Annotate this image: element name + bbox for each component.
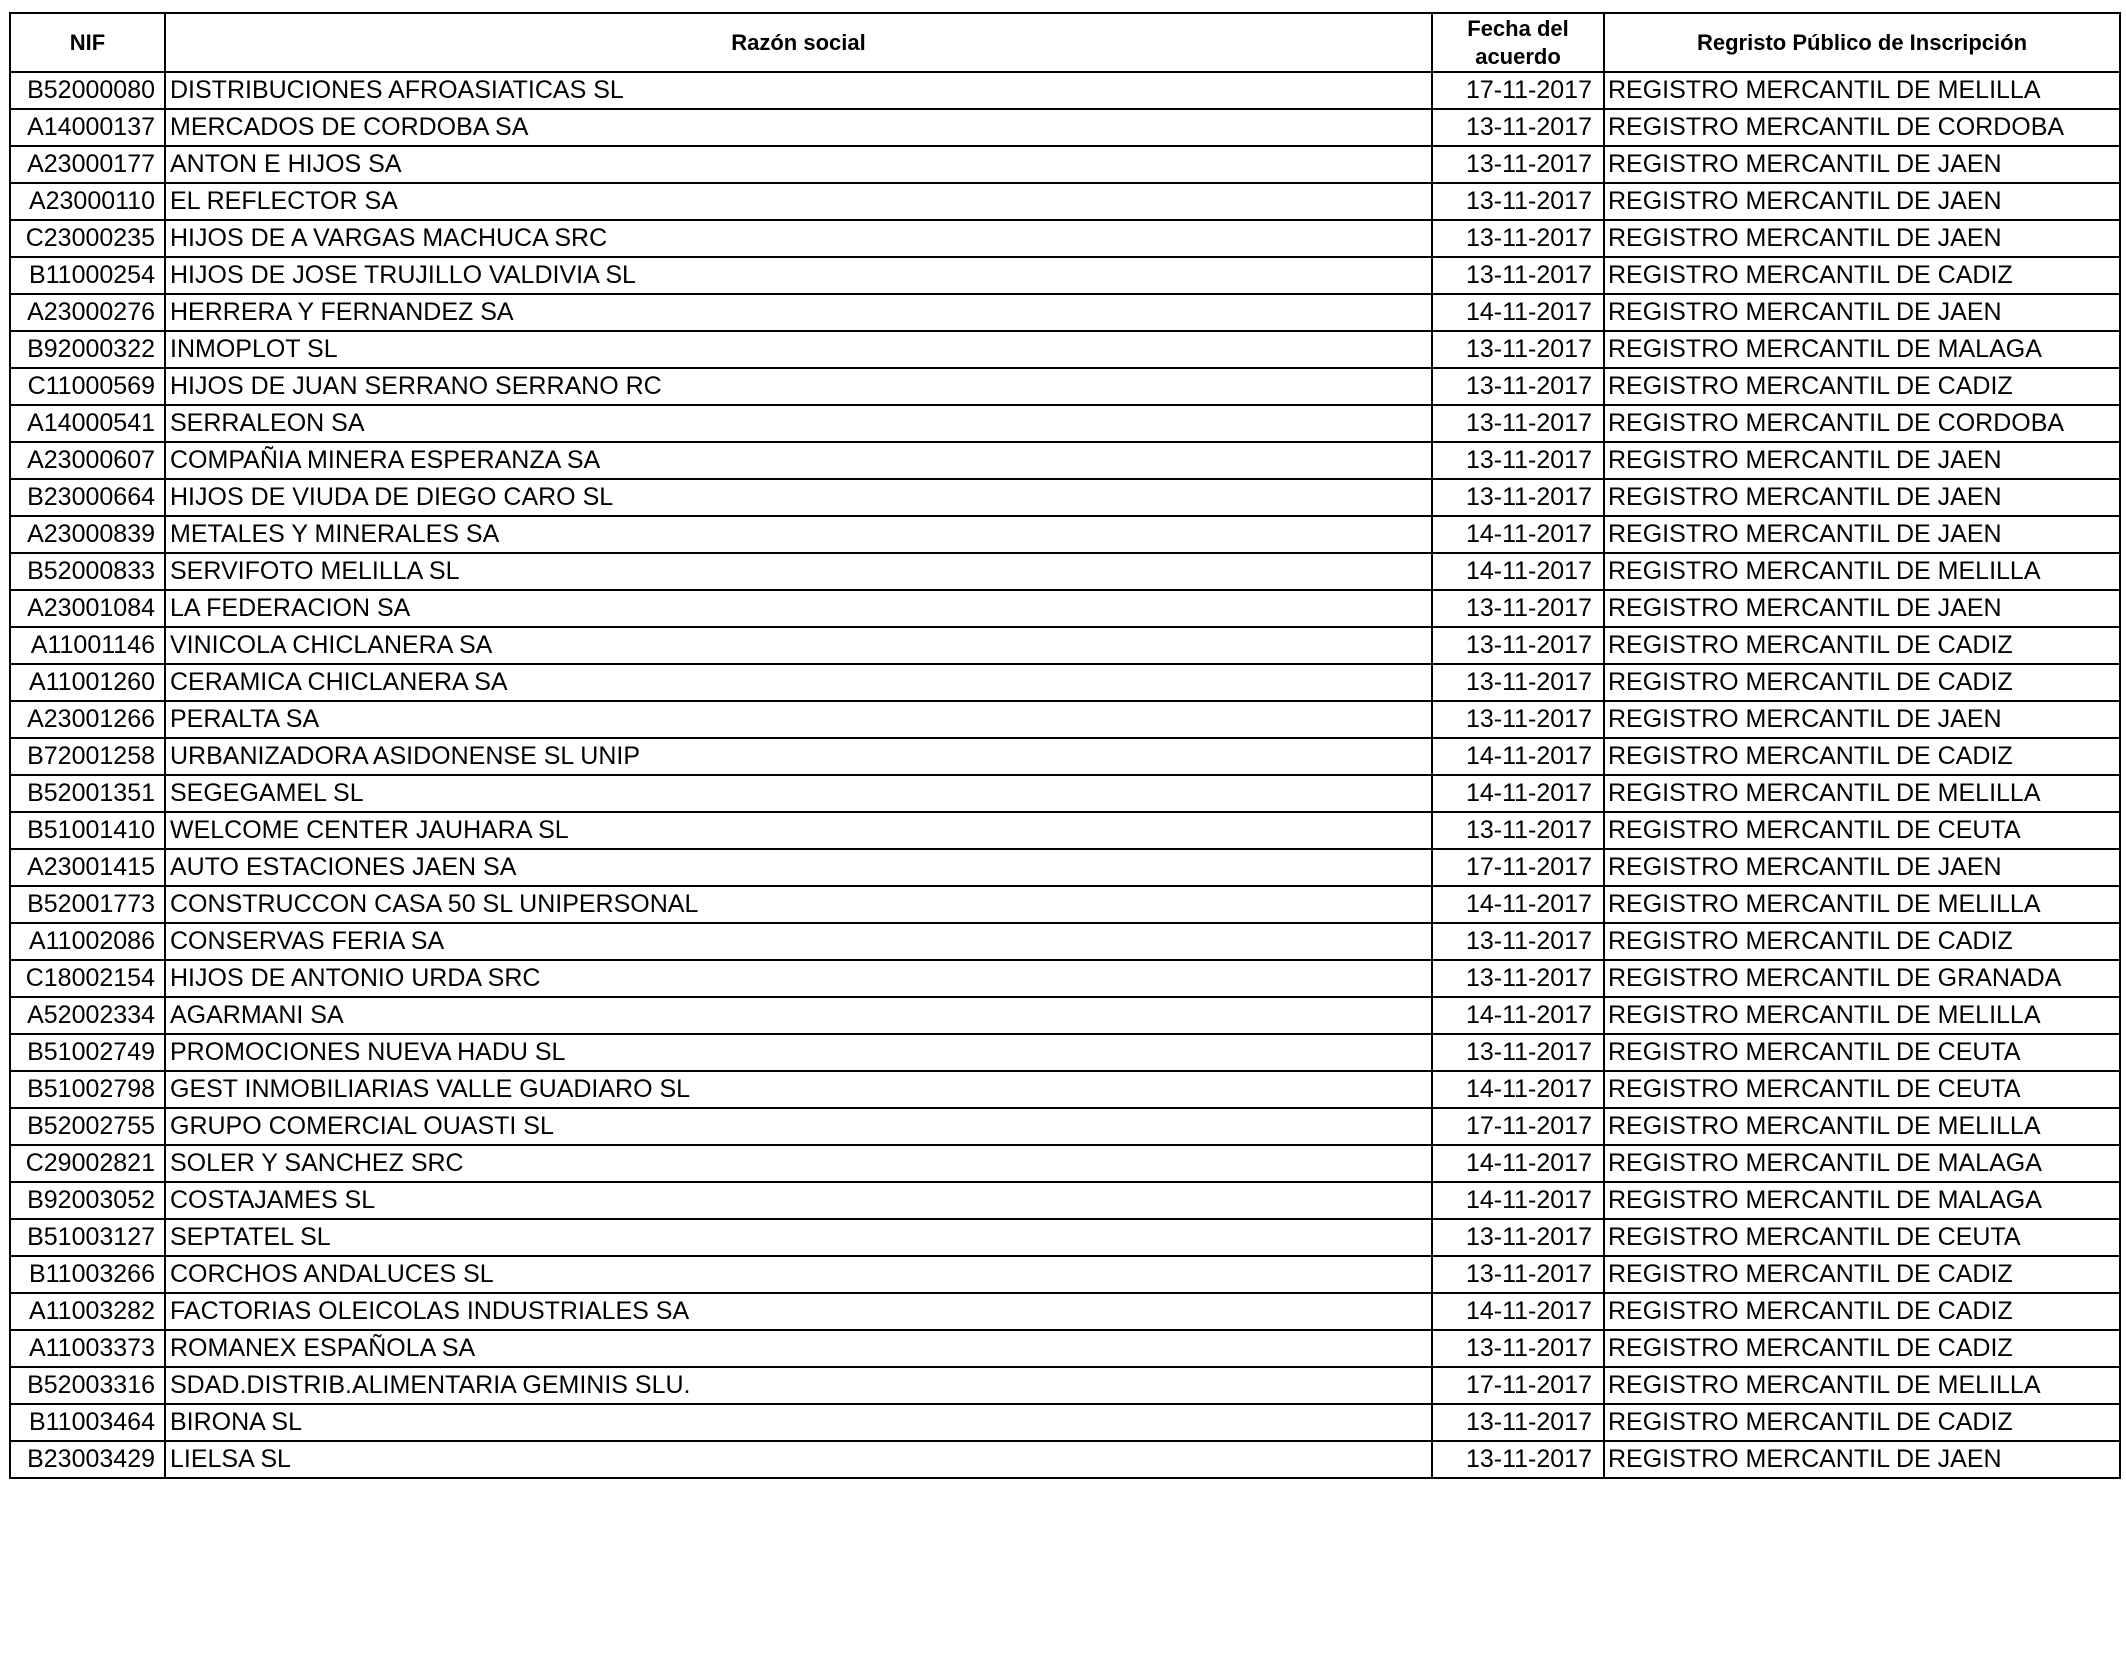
cell-fecha-acuerdo: 14-11-2017 xyxy=(1432,294,1604,331)
cell-registro: REGISTRO MERCANTIL DE JAEN xyxy=(1604,479,2120,516)
cell-registro: REGISTRO MERCANTIL DE CADIZ xyxy=(1604,923,2120,960)
table-row xyxy=(10,368,2120,405)
cell-razon-social: SOLER Y SANCHEZ SRC xyxy=(165,1145,1432,1182)
cell-registro: REGISTRO MERCANTIL DE CADIZ xyxy=(1604,664,2120,701)
cell-registro: REGISTRO MERCANTIL DE GRANADA xyxy=(1604,960,2120,997)
cell-nif: B51002798 xyxy=(10,1071,165,1108)
table-row xyxy=(10,405,2120,442)
cell-registro: REGISTRO MERCANTIL DE JAEN xyxy=(1604,516,2120,553)
table-row xyxy=(10,775,2120,812)
cell-registro: REGISTRO MERCANTIL DE MELILLA xyxy=(1604,72,2120,109)
cell-nif: A23001084 xyxy=(10,590,165,627)
cell-registro: REGISTRO MERCANTIL DE CADIZ xyxy=(1604,1404,2120,1441)
cell-fecha-acuerdo: 13-11-2017 xyxy=(1432,664,1604,701)
cell-registro: REGISTRO MERCANTIL DE MELILLA xyxy=(1604,886,2120,923)
table-row xyxy=(10,1108,2120,1145)
cell-razon-social: CONSERVAS FERIA SA xyxy=(165,923,1432,960)
cell-registro: REGISTRO MERCANTIL DE CORDOBA xyxy=(1604,405,2120,442)
cell-razon-social: HERRERA Y FERNANDEZ SA xyxy=(165,294,1432,331)
cell-razon-social: SEPTATEL SL xyxy=(165,1219,1432,1256)
cell-nif: C11000569 xyxy=(10,368,165,405)
cell-registro: REGISTRO MERCANTIL DE CADIZ xyxy=(1604,1293,2120,1330)
cell-nif: B72001258 xyxy=(10,738,165,775)
cell-fecha-acuerdo: 13-11-2017 xyxy=(1432,1404,1604,1441)
cell-registro: REGISTRO MERCANTIL DE CEUTA xyxy=(1604,1071,2120,1108)
cell-fecha-acuerdo: 13-11-2017 xyxy=(1432,405,1604,442)
cell-razon-social: HIJOS DE VIUDA DE DIEGO CARO SL xyxy=(165,479,1432,516)
cell-fecha-acuerdo: 13-11-2017 xyxy=(1432,220,1604,257)
cell-razon-social: BIRONA SL xyxy=(165,1404,1432,1441)
table-row xyxy=(10,1293,2120,1330)
cell-registro: REGISTRO MERCANTIL DE MALAGA xyxy=(1604,1145,2120,1182)
header-registro: Regristo Público de Inscripción xyxy=(1604,13,2120,72)
cell-fecha-acuerdo: 17-11-2017 xyxy=(1432,1367,1604,1404)
cell-razon-social: URBANIZADORA ASIDONENSE SL UNIP xyxy=(165,738,1432,775)
table-row xyxy=(10,664,2120,701)
table-row xyxy=(10,1404,2120,1441)
cell-nif: B52000833 xyxy=(10,553,165,590)
table-row xyxy=(10,109,2120,146)
cell-nif: A11002086 xyxy=(10,923,165,960)
cell-nif: B23003429 xyxy=(10,1441,165,1478)
cell-razon-social: ANTON E HIJOS SA xyxy=(165,146,1432,183)
cell-razon-social: INMOPLOT SL xyxy=(165,331,1432,368)
cell-fecha-acuerdo: 13-11-2017 xyxy=(1432,368,1604,405)
cell-razon-social: PROMOCIONES NUEVA HADU SL xyxy=(165,1034,1432,1071)
cell-nif: A23001266 xyxy=(10,701,165,738)
cell-razon-social: CONSTRUCCON CASA 50 SL UNIPERSONAL xyxy=(165,886,1432,923)
cell-nif: A23000839 xyxy=(10,516,165,553)
table-row xyxy=(10,516,2120,553)
cell-fecha-acuerdo: 13-11-2017 xyxy=(1432,109,1604,146)
cell-registro: REGISTRO MERCANTIL DE CADIZ xyxy=(1604,368,2120,405)
cell-registro: REGISTRO MERCANTIL DE MELILLA xyxy=(1604,997,2120,1034)
cell-nif: B52002755 xyxy=(10,1108,165,1145)
header-row xyxy=(10,13,2120,72)
cell-razon-social: ROMANEX ESPAÑOLA SA xyxy=(165,1330,1432,1367)
table-row xyxy=(10,1182,2120,1219)
cell-registro: REGISTRO MERCANTIL DE CEUTA xyxy=(1604,1034,2120,1071)
cell-nif: A11001146 xyxy=(10,627,165,664)
cell-razon-social: METALES Y MINERALES SA xyxy=(165,516,1432,553)
cell-razon-social: CORCHOS ANDALUCES SL xyxy=(165,1256,1432,1293)
cell-fecha-acuerdo: 13-11-2017 xyxy=(1432,479,1604,516)
cell-fecha-acuerdo: 14-11-2017 xyxy=(1432,1145,1604,1182)
header-razon-social: Razón social xyxy=(165,13,1432,72)
cell-nif: A23000276 xyxy=(10,294,165,331)
cell-fecha-acuerdo: 13-11-2017 xyxy=(1432,1256,1604,1293)
cell-nif: C29002821 xyxy=(10,1145,165,1182)
cell-nif: A14000137 xyxy=(10,109,165,146)
cell-fecha-acuerdo: 14-11-2017 xyxy=(1432,1182,1604,1219)
cell-registro: REGISTRO MERCANTIL DE JAEN xyxy=(1604,701,2120,738)
cell-fecha-acuerdo: 13-11-2017 xyxy=(1432,183,1604,220)
cell-nif: A11001260 xyxy=(10,664,165,701)
table-row xyxy=(10,1367,2120,1404)
cell-razon-social: AGARMANI SA xyxy=(165,997,1432,1034)
cell-nif: A52002334 xyxy=(10,997,165,1034)
cell-registro: REGISTRO MERCANTIL DE MALAGA xyxy=(1604,1182,2120,1219)
cell-fecha-acuerdo: 13-11-2017 xyxy=(1432,923,1604,960)
table-row xyxy=(10,886,2120,923)
cell-fecha-acuerdo: 17-11-2017 xyxy=(1432,849,1604,886)
cell-razon-social: AUTO ESTACIONES JAEN SA xyxy=(165,849,1432,886)
cell-registro: REGISTRO MERCANTIL DE CADIZ xyxy=(1604,1256,2120,1293)
cell-registro: REGISTRO MERCANTIL DE CADIZ xyxy=(1604,257,2120,294)
cell-registro: REGISTRO MERCANTIL DE JAEN xyxy=(1604,1441,2120,1478)
cell-registro: REGISTRO MERCANTIL DE JAEN xyxy=(1604,220,2120,257)
cell-nif: B92003052 xyxy=(10,1182,165,1219)
cell-fecha-acuerdo: 17-11-2017 xyxy=(1432,1108,1604,1145)
cell-fecha-acuerdo: 13-11-2017 xyxy=(1432,812,1604,849)
cell-fecha-acuerdo: 13-11-2017 xyxy=(1432,257,1604,294)
cell-nif: A23000110 xyxy=(10,183,165,220)
table-row xyxy=(10,331,2120,368)
header-fecha-acuerdo: Fecha del acuerdo xyxy=(1432,13,1604,72)
cell-razon-social: GRUPO COMERCIAL OUASTI SL xyxy=(165,1108,1432,1145)
cell-fecha-acuerdo: 13-11-2017 xyxy=(1432,1330,1604,1367)
table-row xyxy=(10,220,2120,257)
cell-fecha-acuerdo: 13-11-2017 xyxy=(1432,1441,1604,1478)
table-row xyxy=(10,849,2120,886)
cell-fecha-acuerdo: 13-11-2017 xyxy=(1432,960,1604,997)
table-row xyxy=(10,923,2120,960)
cell-fecha-acuerdo: 14-11-2017 xyxy=(1432,1293,1604,1330)
cell-nif: B51001410 xyxy=(10,812,165,849)
cell-nif: B11003464 xyxy=(10,1404,165,1441)
cell-registro: REGISTRO MERCANTIL DE MELILLA xyxy=(1604,553,2120,590)
table-row xyxy=(10,701,2120,738)
table-row xyxy=(10,294,2120,331)
cell-registro: REGISTRO MERCANTIL DE JAEN xyxy=(1604,183,2120,220)
table-row xyxy=(10,590,2120,627)
table-header xyxy=(10,13,2120,72)
cell-razon-social: CERAMICA CHICLANERA SA xyxy=(165,664,1432,701)
cell-registro: REGISTRO MERCANTIL DE CADIZ xyxy=(1604,738,2120,775)
cell-fecha-acuerdo: 14-11-2017 xyxy=(1432,738,1604,775)
table-row xyxy=(10,553,2120,590)
cell-fecha-acuerdo: 13-11-2017 xyxy=(1432,701,1604,738)
table-row xyxy=(10,479,2120,516)
cell-razon-social: SEGEGAMEL SL xyxy=(165,775,1432,812)
cell-fecha-acuerdo: 14-11-2017 xyxy=(1432,997,1604,1034)
cell-registro: REGISTRO MERCANTIL DE JAEN xyxy=(1604,442,2120,479)
cell-fecha-acuerdo: 14-11-2017 xyxy=(1432,775,1604,812)
table-row xyxy=(10,997,2120,1034)
companies-table xyxy=(9,12,2121,1479)
cell-registro: REGISTRO MERCANTIL DE CADIZ xyxy=(1604,627,2120,664)
table-row xyxy=(10,1071,2120,1108)
cell-registro: REGISTRO MERCANTIL DE MELILLA xyxy=(1604,1108,2120,1145)
cell-razon-social: DISTRIBUCIONES AFROASIATICAS SL xyxy=(165,72,1432,109)
table-row xyxy=(10,257,2120,294)
cell-fecha-acuerdo: 13-11-2017 xyxy=(1432,331,1604,368)
cell-fecha-acuerdo: 17-11-2017 xyxy=(1432,72,1604,109)
cell-razon-social: VINICOLA CHICLANERA SA xyxy=(165,627,1432,664)
cell-razon-social: SDAD.DISTRIB.ALIMENTARIA GEMINIS SLU. xyxy=(165,1367,1432,1404)
cell-registro: REGISTRO MERCANTIL DE CEUTA xyxy=(1604,812,2120,849)
table-row xyxy=(10,738,2120,775)
cell-registro: REGISTRO MERCANTIL DE CEUTA xyxy=(1604,1219,2120,1256)
cell-nif: B52003316 xyxy=(10,1367,165,1404)
cell-registro: REGISTRO MERCANTIL DE JAEN xyxy=(1604,294,2120,331)
cell-nif: A11003373 xyxy=(10,1330,165,1367)
header-nif: NIF xyxy=(10,13,165,72)
cell-registro: REGISTRO MERCANTIL DE JAEN xyxy=(1604,849,2120,886)
table-row xyxy=(10,627,2120,664)
cell-nif: B11000254 xyxy=(10,257,165,294)
table-row xyxy=(10,1441,2120,1478)
cell-fecha-acuerdo: 14-11-2017 xyxy=(1432,516,1604,553)
cell-registro: REGISTRO MERCANTIL DE CADIZ xyxy=(1604,1330,2120,1367)
cell-registro: REGISTRO MERCANTIL DE JAEN xyxy=(1604,146,2120,183)
cell-razon-social: LIELSA SL xyxy=(165,1441,1432,1478)
cell-nif: A23000177 xyxy=(10,146,165,183)
cell-registro: REGISTRO MERCANTIL DE MALAGA xyxy=(1604,331,2120,368)
cell-nif: B51002749 xyxy=(10,1034,165,1071)
cell-razon-social: COMPAÑIA MINERA ESPERANZA SA xyxy=(165,442,1432,479)
table-body xyxy=(10,72,2120,1478)
cell-razon-social: HIJOS DE JUAN SERRANO SERRANO RC xyxy=(165,368,1432,405)
table-row xyxy=(10,812,2120,849)
document-page xyxy=(9,12,2119,1479)
cell-nif: B92000322 xyxy=(10,331,165,368)
cell-fecha-acuerdo: 13-11-2017 xyxy=(1432,1034,1604,1071)
cell-nif: B52001351 xyxy=(10,775,165,812)
cell-razon-social: EL REFLECTOR SA xyxy=(165,183,1432,220)
cell-razon-social: WELCOME CENTER JAUHARA SL xyxy=(165,812,1432,849)
cell-razon-social: HIJOS DE A VARGAS MACHUCA SRC xyxy=(165,220,1432,257)
cell-nif: C23000235 xyxy=(10,220,165,257)
cell-nif: C18002154 xyxy=(10,960,165,997)
cell-fecha-acuerdo: 13-11-2017 xyxy=(1432,442,1604,479)
cell-registro: REGISTRO MERCANTIL DE JAEN xyxy=(1604,590,2120,627)
cell-razon-social: PERALTA SA xyxy=(165,701,1432,738)
cell-registro: REGISTRO MERCANTIL DE MELILLA xyxy=(1604,1367,2120,1404)
table-row xyxy=(10,146,2120,183)
cell-nif: B11003266 xyxy=(10,1256,165,1293)
cell-razon-social: SERRALEON SA xyxy=(165,405,1432,442)
cell-fecha-acuerdo: 13-11-2017 xyxy=(1432,146,1604,183)
table-row xyxy=(10,1256,2120,1293)
cell-razon-social: HIJOS DE ANTONIO URDA SRC xyxy=(165,960,1432,997)
table-row xyxy=(10,960,2120,997)
cell-registro: REGISTRO MERCANTIL DE MELILLA xyxy=(1604,775,2120,812)
cell-nif: A23001415 xyxy=(10,849,165,886)
cell-razon-social: GEST INMOBILIARIAS VALLE GUADIARO SL xyxy=(165,1071,1432,1108)
cell-nif: B52001773 xyxy=(10,886,165,923)
cell-razon-social: SERVIFOTO MELILLA SL xyxy=(165,553,1432,590)
cell-registro: REGISTRO MERCANTIL DE CORDOBA xyxy=(1604,109,2120,146)
cell-razon-social: LA FEDERACION SA xyxy=(165,590,1432,627)
table-row xyxy=(10,1219,2120,1256)
cell-fecha-acuerdo: 13-11-2017 xyxy=(1432,627,1604,664)
cell-nif: B52000080 xyxy=(10,72,165,109)
cell-fecha-acuerdo: 13-11-2017 xyxy=(1432,590,1604,627)
table-row xyxy=(10,1145,2120,1182)
cell-razon-social: COSTAJAMES SL xyxy=(165,1182,1432,1219)
cell-fecha-acuerdo: 13-11-2017 xyxy=(1432,1219,1604,1256)
table-row xyxy=(10,183,2120,220)
cell-razon-social: FACTORIAS OLEICOLAS INDUSTRIALES SA xyxy=(165,1293,1432,1330)
cell-fecha-acuerdo: 14-11-2017 xyxy=(1432,553,1604,590)
table-row xyxy=(10,1034,2120,1071)
cell-nif: B23000664 xyxy=(10,479,165,516)
table-row xyxy=(10,1330,2120,1367)
cell-nif: A14000541 xyxy=(10,405,165,442)
cell-fecha-acuerdo: 14-11-2017 xyxy=(1432,1071,1604,1108)
cell-nif: B51003127 xyxy=(10,1219,165,1256)
cell-fecha-acuerdo: 14-11-2017 xyxy=(1432,886,1604,923)
cell-razon-social: MERCADOS DE CORDOBA SA xyxy=(165,109,1432,146)
cell-razon-social: HIJOS DE JOSE TRUJILLO VALDIVIA SL xyxy=(165,257,1432,294)
table-row xyxy=(10,442,2120,479)
cell-nif: A23000607 xyxy=(10,442,165,479)
table-row xyxy=(10,72,2120,109)
cell-nif: A11003282 xyxy=(10,1293,165,1330)
